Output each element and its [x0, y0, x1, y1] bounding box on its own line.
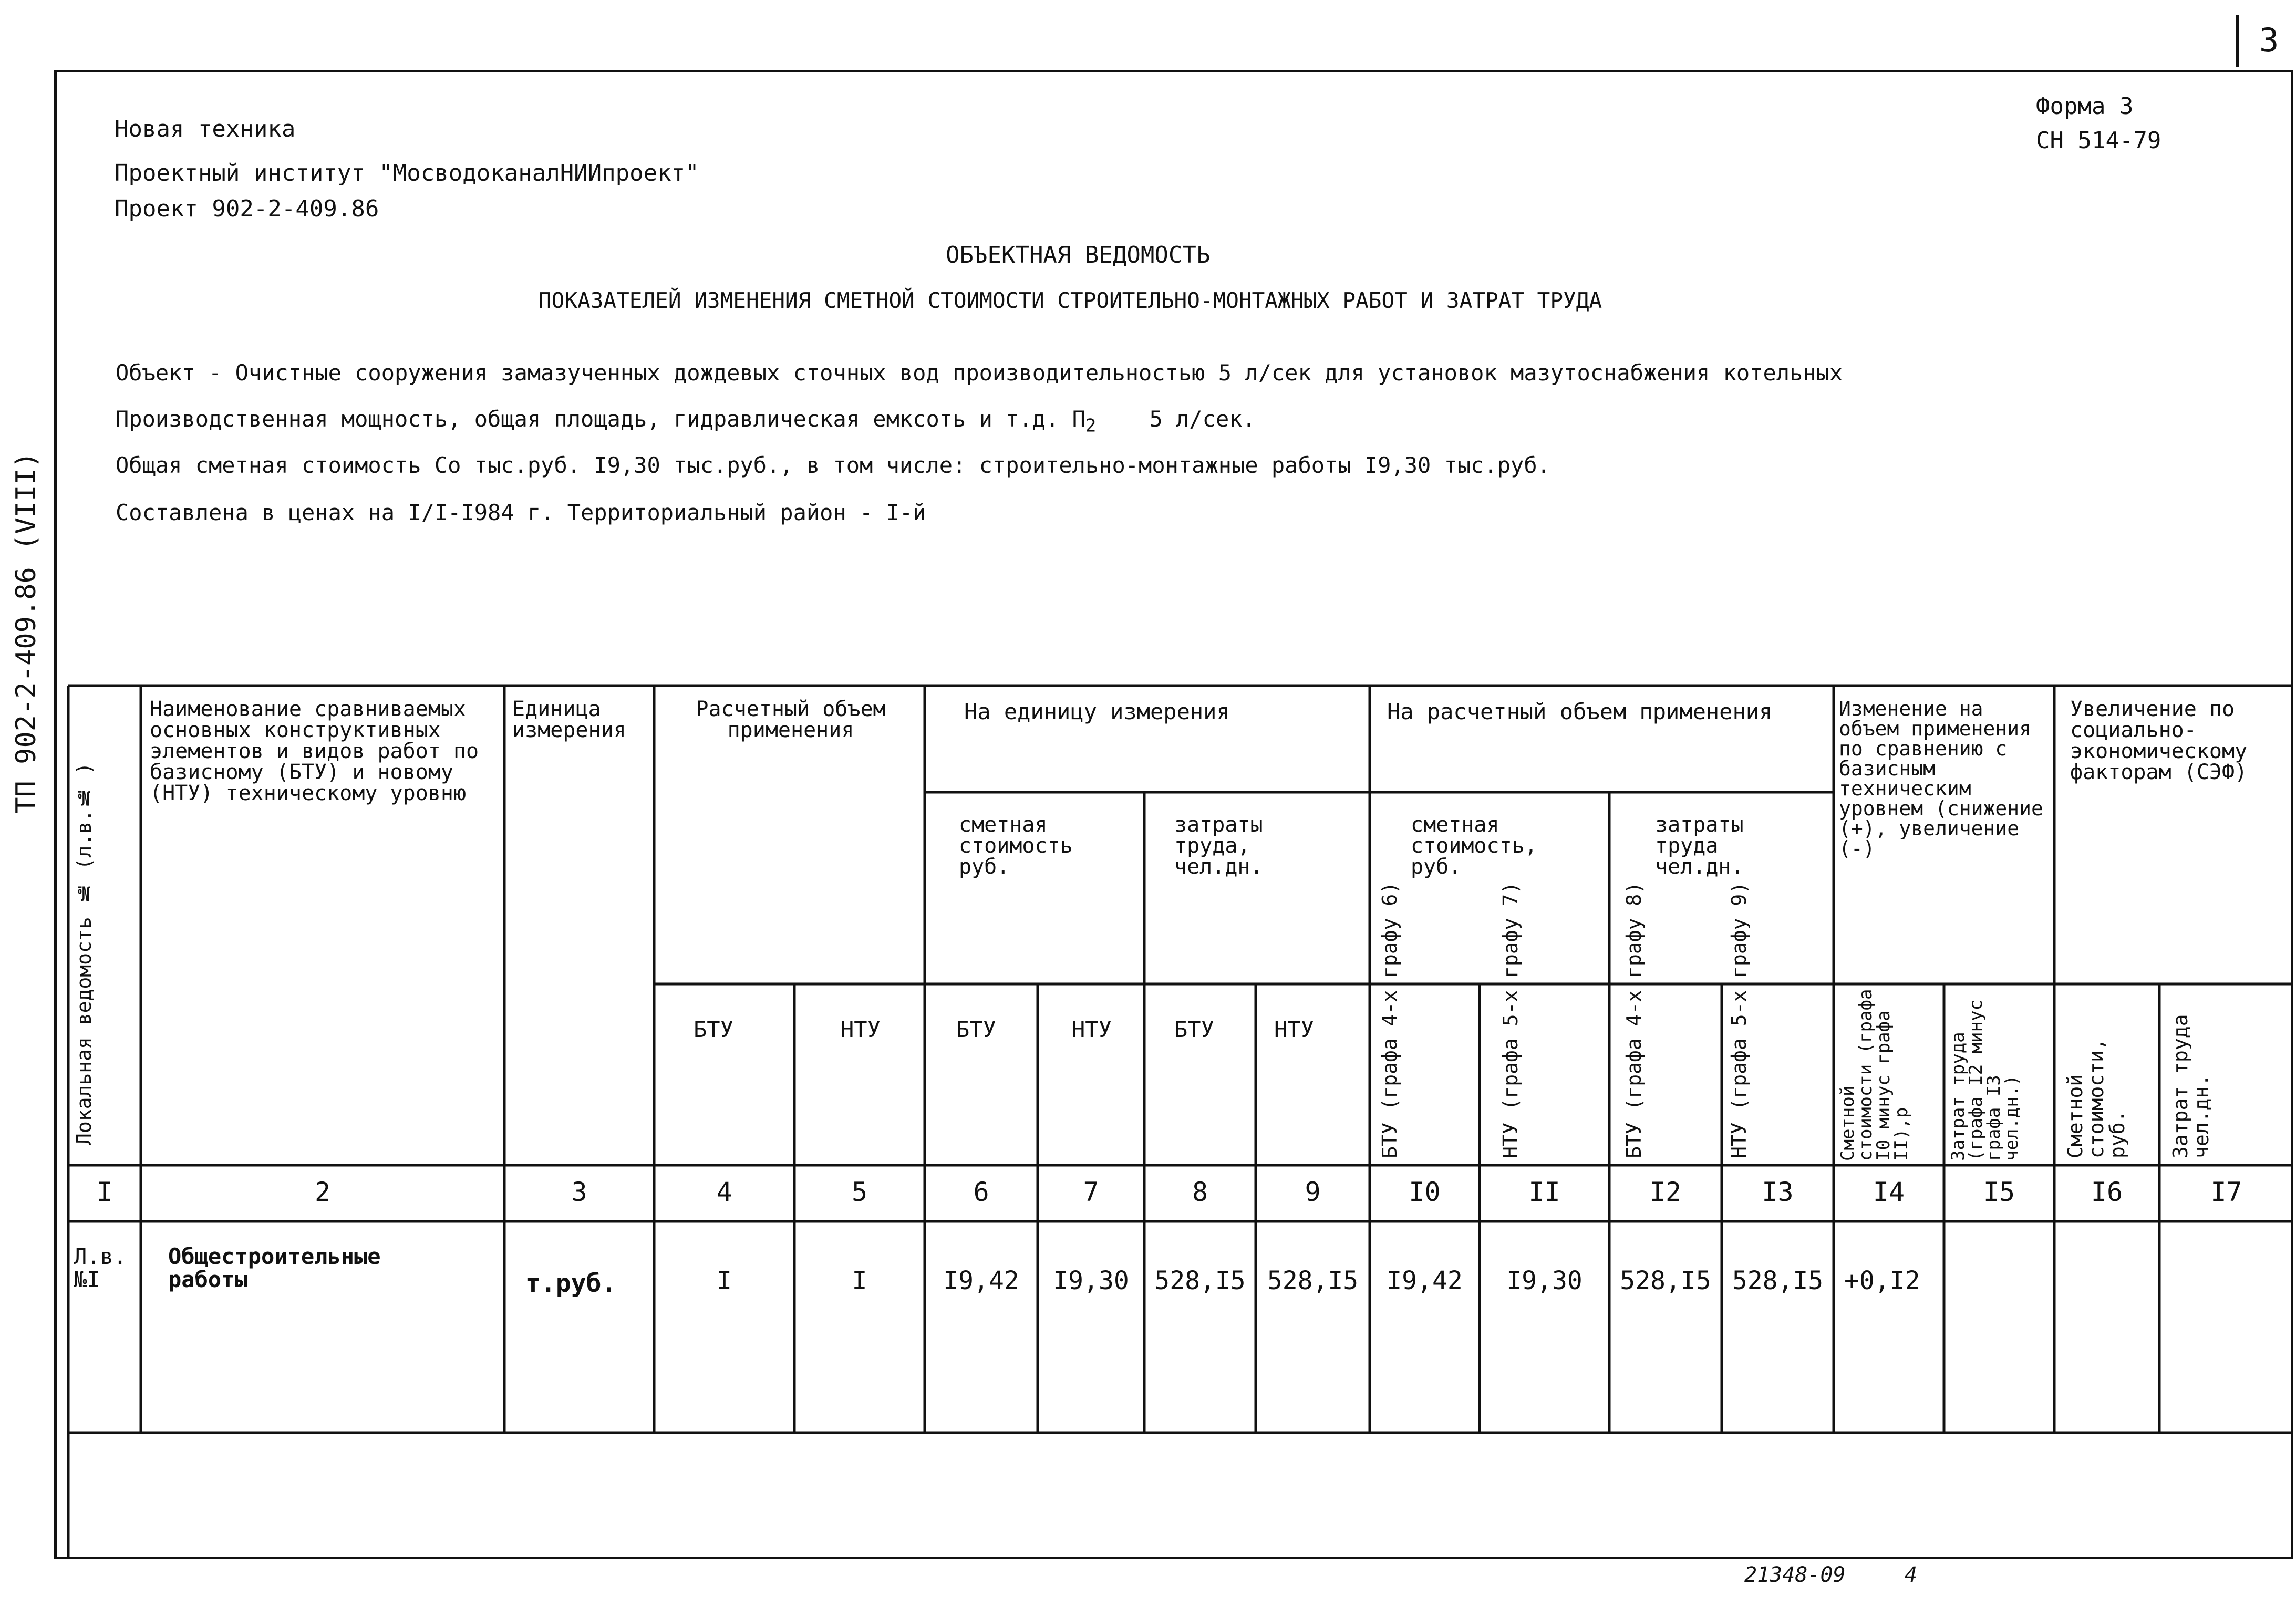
h-vol: На расчетный объем применения [1387, 699, 1773, 724]
h-vol-labor: затраты труда чел.дн. [1655, 813, 1744, 879]
h-col1: Локальная ведомость № (л.в.№ ) [73, 762, 96, 1145]
h-ntu-9: НТУ [1274, 1017, 1314, 1042]
h-unit-labor: затраты труда, чел.дн. [1174, 813, 1263, 879]
h-sef: Увеличение по социально-экономическому факторам (СЭФ) [2070, 697, 2248, 784]
footer-page: 4 [1905, 1563, 1918, 1587]
h-v10: БТУ (графа 4-х графу 6) [1378, 882, 1401, 1158]
h-v11: НТУ (графа 5-х графу 7) [1499, 882, 1522, 1158]
column-number: I0 [1409, 1177, 1441, 1207]
h-v17: Затрат труда чел.дн. [2169, 1014, 2213, 1158]
header-line-2: Проектный институт "МосводоканалНИИпроект" [115, 160, 699, 186]
row-value-col-13: 528,I5 [1732, 1266, 1824, 1295]
row-unit: т.руб. [525, 1269, 617, 1298]
h-v16: Сметной стоимости, руб. [2064, 1038, 2129, 1158]
side-stamp: ТП 902-2-409.86 (VIII) [11, 452, 42, 814]
info-capacity-text: Производственная мощность, общая площадь, гидравлическая емксоть и т.д. П [116, 406, 1085, 432]
h-col2: Наименование сравниваемых основных конструктивных элементов и видов работ по базисному (БТУ) и новому (НТУ) техническому уровню [150, 697, 479, 805]
row-value-col-9: 528,I5 [1267, 1266, 1359, 1295]
row-value-col-11: I9,30 [1506, 1266, 1583, 1295]
column-number: 8 [1192, 1177, 1208, 1207]
column-number: 9 [1305, 1177, 1321, 1207]
info-object: Объект - Очистные сооружения замазученных дождевых сточных вод производительностью 5 л/сек для установок мазутоснабжения котельных [116, 360, 1843, 386]
column-number: I7 [2210, 1177, 2242, 1207]
column-number: I5 [1983, 1177, 2015, 1207]
header-line-1: Новая техника [115, 116, 296, 142]
row-value-col-10: I9,42 [1387, 1266, 1463, 1295]
row-value-col-7: I9,30 [1053, 1266, 1129, 1295]
column-number: I6 [2091, 1177, 2123, 1207]
column-number: 7 [1083, 1177, 1099, 1207]
title-line-1: ОБЪЕКТНАЯ ВЕДОМОСТЬ [946, 242, 1211, 268]
row-value-col-6: I9,42 [943, 1266, 1019, 1295]
h-change: Изменение на объем применения по сравнению с базисным техническим уровнем (снижение (+), увеличение (-) [1839, 697, 2043, 860]
form-line-1: Форма 3 [2036, 93, 2134, 120]
h-v15: Затрат труда (графа I2 минус графа I3 чел.дн.) [1948, 999, 2022, 1161]
h-unit-cost: сметная стоимость руб. [959, 813, 1073, 879]
column-number: 4 [716, 1177, 732, 1207]
column-number: 2 [314, 1177, 331, 1207]
column-number: 5 [851, 1177, 868, 1207]
row-value-col-8: 528,I5 [1154, 1266, 1246, 1295]
row-value-col-12: 528,I5 [1620, 1266, 1711, 1295]
h-btu-8: БТУ [1174, 1017, 1214, 1042]
info-capacity-sub: 2 [1085, 415, 1097, 437]
h-vol-cost: сметная стоимость, руб. [1411, 813, 1537, 879]
column-number: I3 [1762, 1177, 1794, 1207]
h-ntu-7: НТУ [1072, 1017, 1112, 1042]
column-number: II [1528, 1177, 1560, 1207]
sheet-number: 3 [2259, 21, 2279, 59]
h-col45: Расчетный объем применения [696, 697, 886, 742]
form-line-2: СН 514-79 [2036, 127, 2161, 154]
footer-code: 21348-09 [1744, 1563, 1846, 1587]
header-line-3: Проект 902-2-409.86 [115, 195, 379, 222]
row-lv: Л.в. №I [74, 1243, 127, 1292]
title-line-2: ПОКАЗАТЕЛЕЙ ИЗМЕНЕНИЯ СМЕТНОЙ СТОИМОСТИ СТРОИТЕЛЬНО-МОНТАЖНЫХ РАБОТ И ЗАТРАТ ТРУДА [539, 288, 1602, 313]
h-col3: Единица измерения [512, 697, 626, 742]
h-btu-4: БТУ [694, 1017, 733, 1042]
column-number: 3 [571, 1177, 587, 1207]
h-unit: На единицу измерения [964, 699, 1230, 724]
info-cost: Общая сметная стоимость Со тыс.руб. I9,30 тыс.руб., в том числе: строительно-монтажные работы I9,30 тыс.руб. [116, 452, 1550, 478]
row-name: Общестроительные работы [168, 1243, 381, 1292]
h-ntu-5: НТУ [841, 1017, 881, 1042]
h-v14: Сметной стоимости (графа I0 минус графа II),р [1837, 989, 1912, 1161]
column-number: 6 [973, 1177, 989, 1207]
h-v12: БТУ (графа 4-х графу 8) [1622, 882, 1646, 1158]
column-number: I2 [1649, 1177, 1682, 1207]
row-value-col-4: I [717, 1266, 732, 1295]
h-btu-6: БТУ [956, 1017, 996, 1042]
row-value-col-14: +0,I2 [1844, 1266, 1920, 1295]
column-number: I [96, 1177, 113, 1207]
row-value-col-5: I [852, 1266, 867, 1295]
h-v13: НТУ (графа 5-х графу 9) [1728, 882, 1751, 1158]
column-number: I4 [1873, 1177, 1905, 1207]
info-capacity-tail: 5 л/сек. [1149, 406, 1256, 432]
info-prices: Составлена в ценах на I/I-I984 г. Территориальный район - I-й [116, 500, 926, 525]
